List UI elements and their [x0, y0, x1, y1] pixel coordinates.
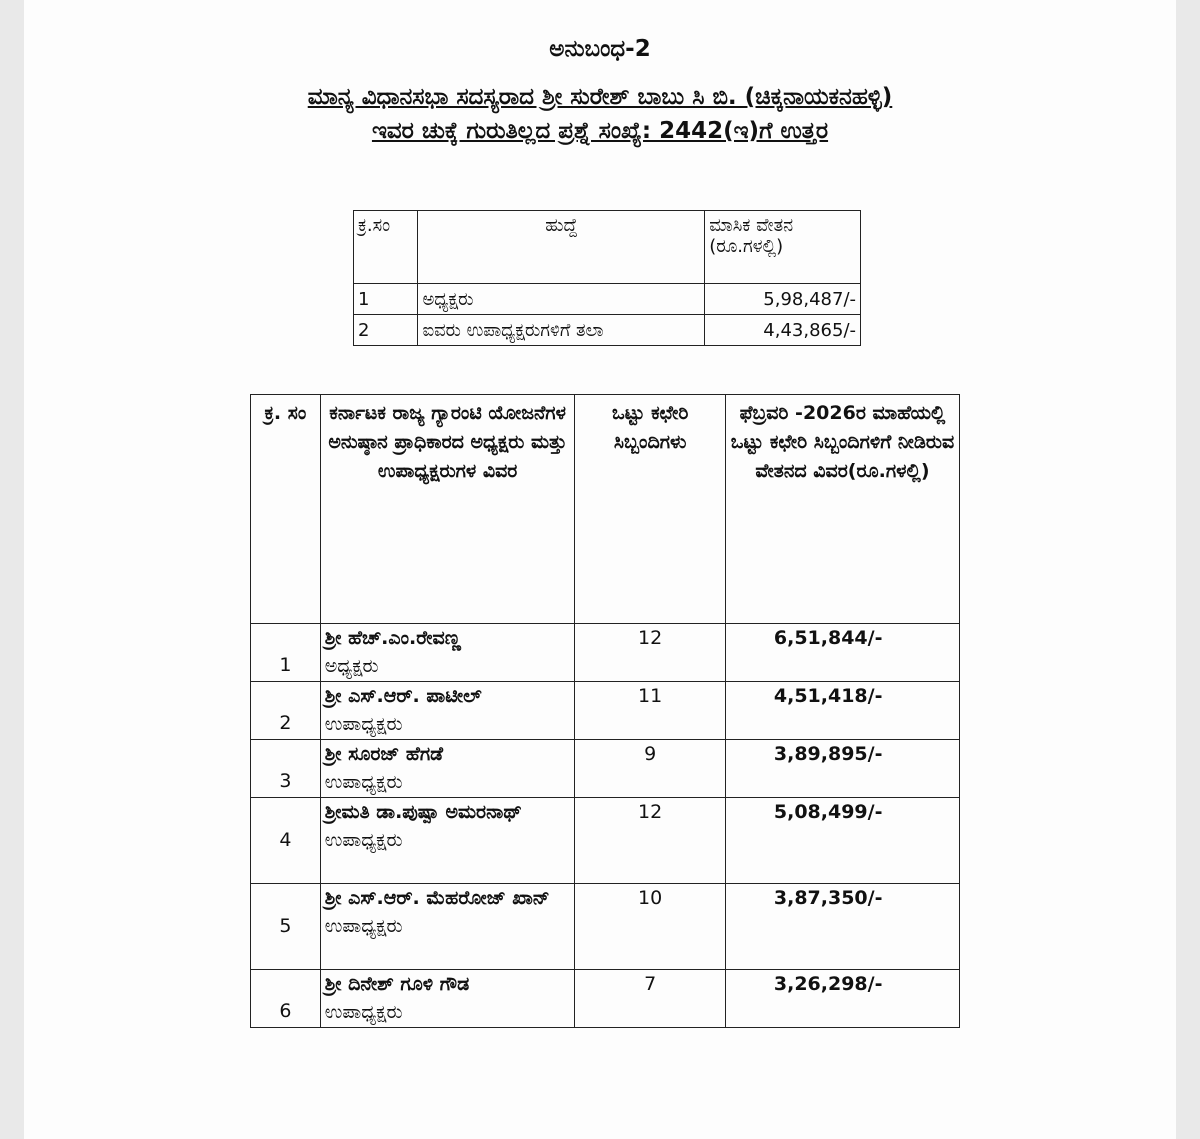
salary-value: 5,98,487/-: [705, 284, 861, 315]
table-row: [251, 884, 960, 970]
salary-amount: 3,87,350/-: [725, 884, 959, 970]
member-role: ಉಪಾಧ್ಯಕ್ಷರು: [324, 1001, 403, 1023]
header-total-staff: ಒಟ್ಟು ಕಛೇರಿ ಸಿಬ್ಬಂದಿಗಳು: [575, 395, 725, 624]
post-name: ಐವರು ಉಪಾಧ್ಯಕ್ಷರುಗಳಿಗೆ ತಲಾ: [418, 315, 705, 346]
table-row: [251, 682, 960, 740]
staff-count: 10: [575, 884, 725, 970]
member-role: ಉಪಾಧ್ಯಕ್ಷರು: [324, 829, 403, 851]
member-name: ಶ್ರೀ ಎಸ್.ಆರ್. ಮೆಹರೋಜ್ ಖಾನ್: [324, 887, 550, 909]
salary-amount: 5,08,499/-: [725, 798, 959, 884]
annex-title: ಅನುಬಂಧ-2: [549, 36, 651, 62]
header-authority-members: ಕರ್ನಾಟಕ ರಾಜ್ಯ ಗ್ಯಾರಂಟಿ ಯೋಜನೆಗಳ ಅನುಷ್ಠಾನ ಪ್ರಾಧಿಕಾರದ ಅಧ್ಯಕ್ಷರು ಮತ್ತು ಉಪಾಧ್ಯಕ್ಷರುಗಳ ವಿವರ: [320, 395, 575, 624]
member-name: ಶ್ರೀ ಸೂರಜ್ ಹೆಗಡೆ: [324, 743, 443, 765]
post-name: ಅಧ್ಯಕ್ಷರು: [418, 284, 705, 315]
member-cell: [320, 798, 575, 884]
document-page: [24, 0, 1176, 1139]
serial-no: 1: [251, 624, 321, 682]
question-heading-line2: ಇವರ ಚುಕ್ಕೆ ಗುರುತಿಲ್ಲದ ಪ್ರಶ್ನೆ ಸಂಖ್ಯೆ: 2442(ಇ)ಗೆ ಉತ್ತರ: [371, 118, 829, 144]
member-role: ಅಧ್ಯಕ್ಷರು: [324, 655, 379, 677]
header-serial-no: ಕ್ರ. ಸಂ: [251, 395, 321, 624]
salary-value: 4,43,865/-: [705, 315, 861, 346]
header-staff-salary: ಫೆಬ್ರವರಿ -2026ರ ಮಾಹೆಯಲ್ಲಿ ಒಟ್ಟು ಕಛೇರಿ ಸಿಬ್ಬಂದಿಗಳಿಗೆ ನೀಡಿರುವ ವೇತನದ ವಿವರ(ರೂ.ಗಳಲ್ಲಿ): [725, 395, 959, 624]
serial-no: 3: [251, 740, 321, 798]
member-cell: [320, 740, 575, 798]
member-name: ಶ್ರೀಮತಿ ಡಾ.ಪುಷ್ಪಾ ಅಮರನಾಥ್: [324, 801, 522, 823]
serial-no: 4: [251, 798, 321, 884]
salary-amount: 3,26,298/-: [725, 970, 959, 1028]
member-role: ಉಪಾಧ್ಯಕ್ಷರು: [324, 771, 403, 793]
header-serial-no: ಕ್ರ.ಸಂ: [354, 211, 418, 284]
serial-no: 5: [251, 884, 321, 970]
staff-count: 11: [575, 682, 725, 740]
salary-amount: 4,51,418/-: [725, 682, 959, 740]
header-monthly-salary: ಮಾಸಿಕ ವೇತನ (ರೂ.ಗಳಲ್ಲಿ): [705, 211, 861, 284]
serial-no: 2: [354, 315, 418, 346]
salary-amount: 3,89,895/-: [725, 740, 959, 798]
question-heading-line1: ಮಾನ್ಯ ವಿಧಾನಸಭಾ ಸದಸ್ಯರಾದ ಶ್ರೀ ಸುರೇಶ್ ಬಾಬು ಸಿ ಬಿ. (ಚಿಕ್ಕನಾಯಕನಹಳ್ಳಿ): [307, 84, 893, 110]
staff-count: 12: [575, 798, 725, 884]
staff-count: 7: [575, 970, 725, 1028]
serial-no: 6: [251, 970, 321, 1028]
salary-amount: 6,51,844/-: [725, 624, 959, 682]
member-cell: [320, 970, 575, 1028]
header-post: ಹುದ್ದೆ: [418, 211, 705, 284]
member-name: ಶ್ರೀ ಹೆಚ್.ಎಂ.ರೇವಣ್ಣ: [324, 627, 461, 649]
table-row: [251, 798, 960, 884]
member-role: ಉಪಾಧ್ಯಕ್ಷರು: [324, 713, 403, 735]
staff-count: 9: [575, 740, 725, 798]
salary-table: [353, 210, 861, 346]
salary-table-header: [354, 211, 861, 284]
member-role: ಉಪಾಧ್ಯಕ್ಷರು: [324, 915, 403, 937]
member-name: ಶ್ರೀ ದಿನೇಶ್ ಗೂಳಿ ಗೌಡ: [324, 973, 470, 995]
member-cell: [320, 884, 575, 970]
table-row: [251, 624, 960, 682]
member-cell: [320, 624, 575, 682]
serial-no: 1: [354, 284, 418, 315]
table-row: [251, 970, 960, 1028]
table-row: [251, 740, 960, 798]
table-row: [354, 315, 861, 346]
staff-salary-table: [250, 394, 960, 1028]
staff-count: 12: [575, 624, 725, 682]
staff-table-header: [251, 395, 960, 624]
member-cell: [320, 682, 575, 740]
table-row: [354, 284, 861, 315]
member-name: ಶ್ರೀ ಎಸ್.ಆರ್. ಪಾಟೀಲ್: [324, 685, 482, 707]
serial-no: 2: [251, 682, 321, 740]
